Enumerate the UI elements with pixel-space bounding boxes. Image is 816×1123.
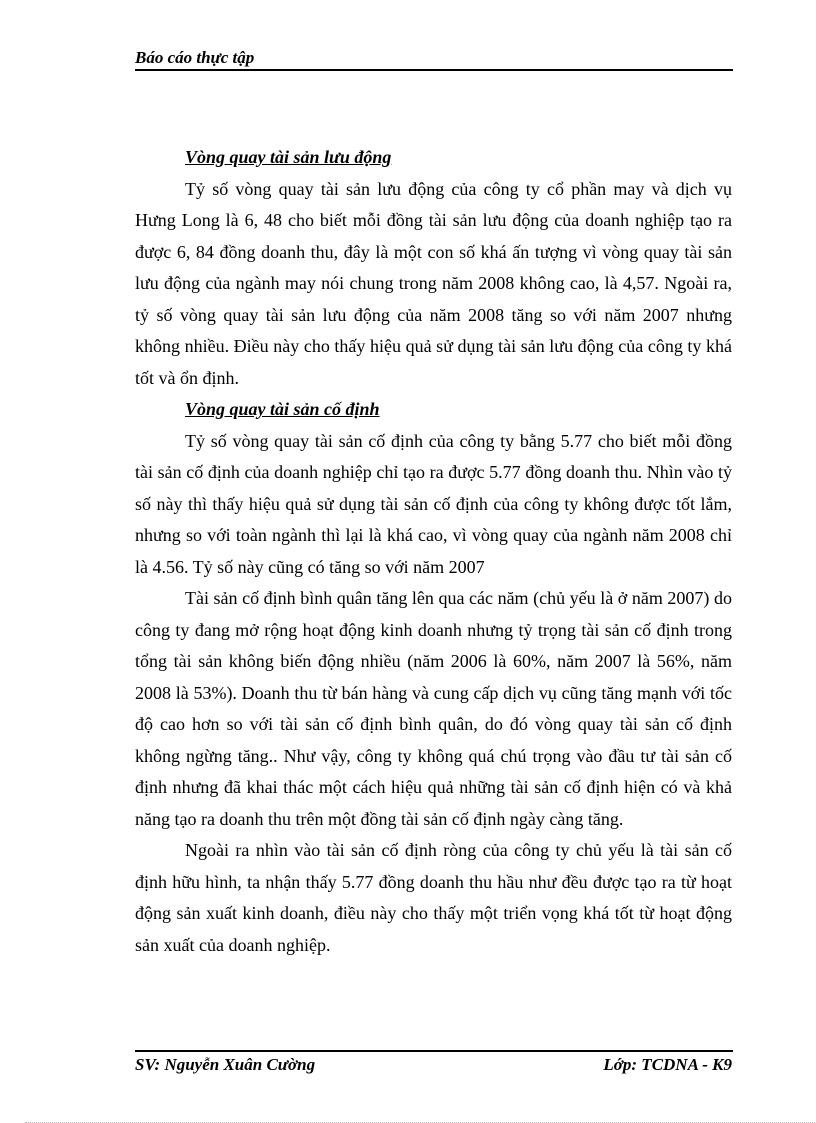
document-body: [135, 142, 732, 961]
paragraph-fixed-assets-ratio: Tỷ số vòng quay tài sản cố định của công ty bằng 5.77 cho biết mỗi đồng tài sản cố định của doanh nghiệp chỉ tạo ra được 5.77 đồng doanh thu. Nhìn vào tỷ số này thì thấy hiệu quả sử dụng tài sản cố định của công ty không được tốt lắm, nhưng so với toàn ngành thì lại là khá cao, vì vòng quay của ngành năm 2008 chỉ là 4.56. Tỷ số này cũng có tăng so với năm 2007: [135, 430, 732, 577]
paragraph-net-fixed-assets: Ngoài ra nhìn vào tài sản cố định ròng của công ty chủ yếu là tài sản cố định hữu hình, ta nhận thấy 5.77 đồng doanh thu hầu như đều được tạo ra từ hoạt động sản xuất kinh doanh, điều này cho thấy một triển vọng khá tốt từ hoạt động sản xuất của doanh nghiệp.: [135, 840, 732, 955]
section-heading-current-assets: Vòng quay tài sản lưu động: [185, 147, 392, 167]
header-divider: [135, 69, 733, 71]
footer-student-name: SV: Nguyễn Xuân Cường: [135, 1055, 316, 1074]
section-heading-fixed-assets: Vòng quay tài sản cố định: [185, 399, 380, 419]
footer-divider: [135, 1050, 733, 1052]
page-header-title: Báo cáo thực tập: [135, 48, 255, 67]
paragraph-fixed-assets-trend: Tài sản cố định bình quân tăng lên qua các năm (chủ yếu là ở năm 2007) do công ty đang mở rộng hoạt động kinh doanh nhưng tỷ trọng tài sản cố định trong tổng tài sản không biến động nhiều (năm 2006 là 60%, năm 2007 là 56%, năm 2008 là 53%). Doanh thu từ bán hàng và cung cấp dịch vụ cũng tăng mạnh với tốc độ cao hơn so với tài sản cố định bình quân, do đó vòng quay tài sản cố định không ngừng tăng.. Như vậy, công ty không quá chú trọng vào đầu tư tài sản cố định nhưng đã khai thác một cách hiệu quả những tài sản cố định hiện có và khả năng tạo ra doanh thu trên một đồng tài sản cố định ngày càng tăng.: [135, 588, 732, 829]
paragraph-current-assets: Tỷ số vòng quay tài sản lưu động của công ty cổ phần may và dịch vụ Hưng Long là 6, 48 cho biết mỗi đồng tài sản lưu động của doanh nghiệp tạo ra được 6, 84 đồng doanh thu, đây là một con số khá ấn tượng vì vòng quay tài sản lưu động của ngành may nói chung trong năm 2008 không cao, là 4,57. Ngoài ra, tỷ số vòng quay tài sản lưu động của năm 2008 tăng so với năm 2007 nhưng không nhiều. Điều này cho thấy hiệu quả sử dụng tài sản lưu động của công ty khá tốt và ổn định.: [135, 178, 732, 388]
footer-class-name: Lớp: TCDNA - K9: [603, 1055, 732, 1074]
